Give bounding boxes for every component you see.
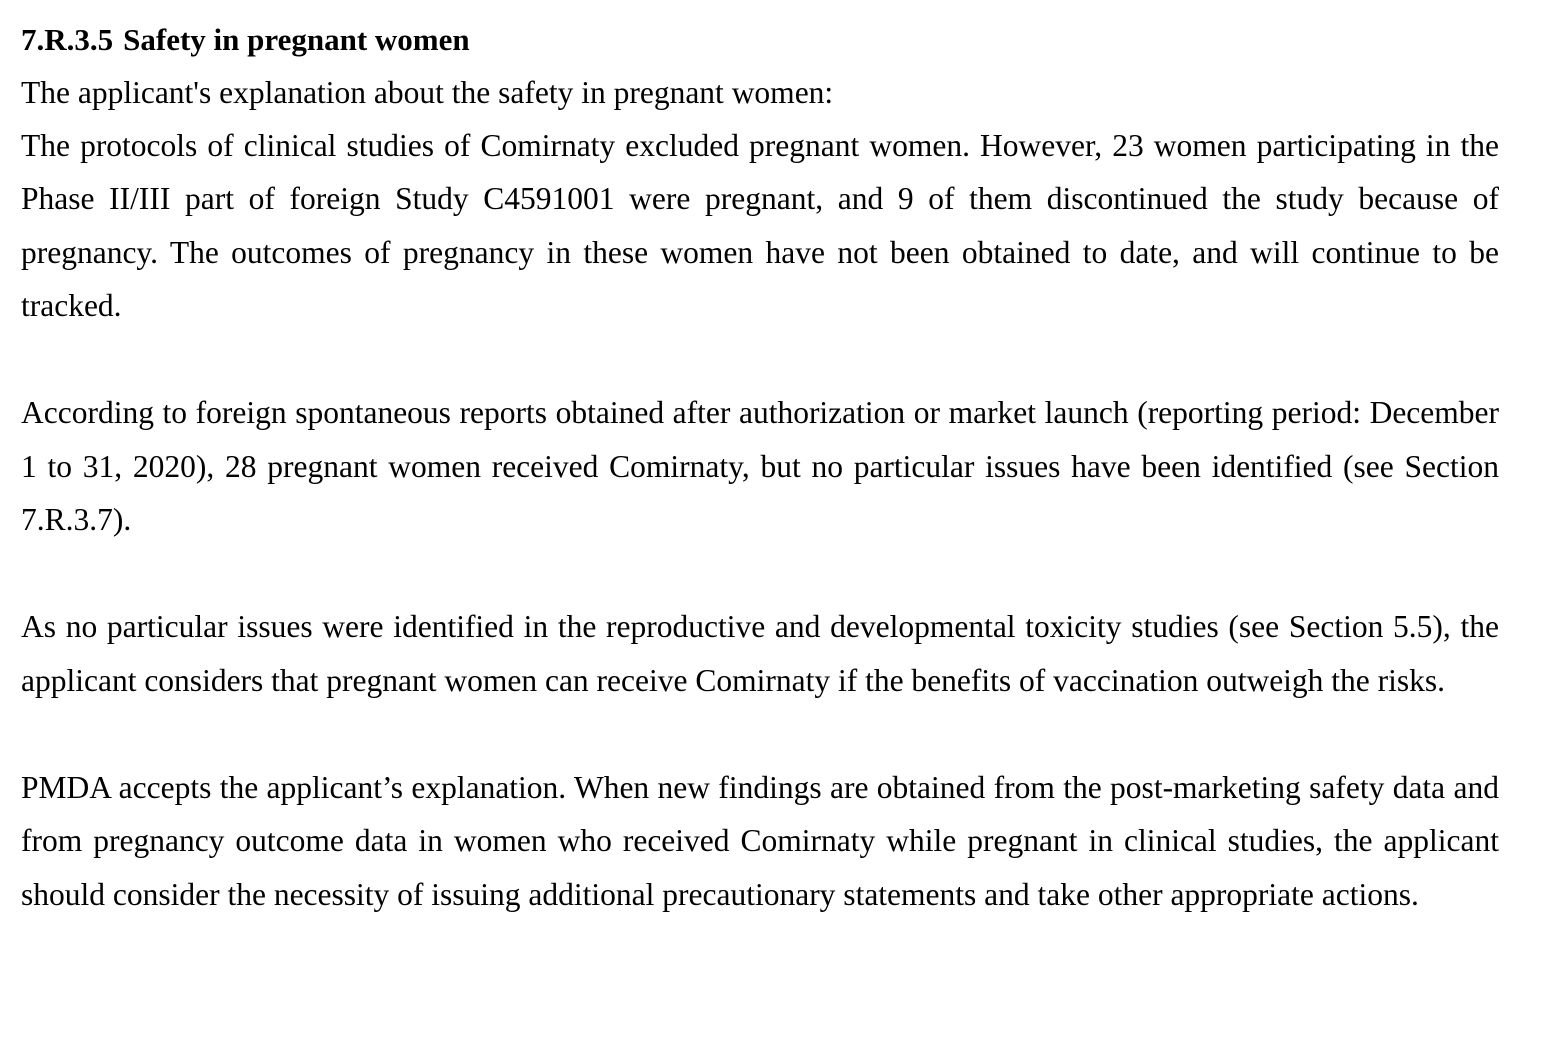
section-title: Safety in pregnant women xyxy=(123,22,470,57)
paragraph-spontaneous-reports: According to foreign spontaneous reports obtained after authorization or market launch (reporting period: December 1 to 31, 2020), 28 pregnant women received Comirnaty, but no particular issues have been identified (see Section 7.R.3.7). xyxy=(21,395,1499,537)
paragraph-pmda-conclusion: PMDA accepts the applicant’s explanation. When new findings are obtained from the post-marketing safety data and from pregnancy outcome data in women who received Comirnaty while pregnant in clinical studies, the applicant should consider the necessity of issuing additional precautionary statements and take other appropriate actions. xyxy=(21,769,1499,912)
paragraph-toxicity-studies: As no particular issues were identified in the reproductive and developmental toxicity studies (see Section 5.5), the applicant considers that pregnant women can receive Comirnaty if the benefits of vaccination outweigh the risks. xyxy=(21,609,1499,698)
intro-paragraph: The applicant's explanation about the safety in pregnant women: xyxy=(21,75,834,110)
section-heading xyxy=(21,18,1499,62)
section-number: 7.R.3.5 xyxy=(21,22,114,57)
document-page xyxy=(21,18,1499,921)
paragraph-study-protocols: The protocols of clinical studies of Comirnaty excluded pregnant women. However, 23 women participating in the Phase II/III part of foreign Study C4591001 were pregnant, and 9 of them discontinued the study because of pregnancy. The outcomes of pregnancy in these women have not been obtained to date, and will continue to be tracked. xyxy=(21,127,1499,323)
